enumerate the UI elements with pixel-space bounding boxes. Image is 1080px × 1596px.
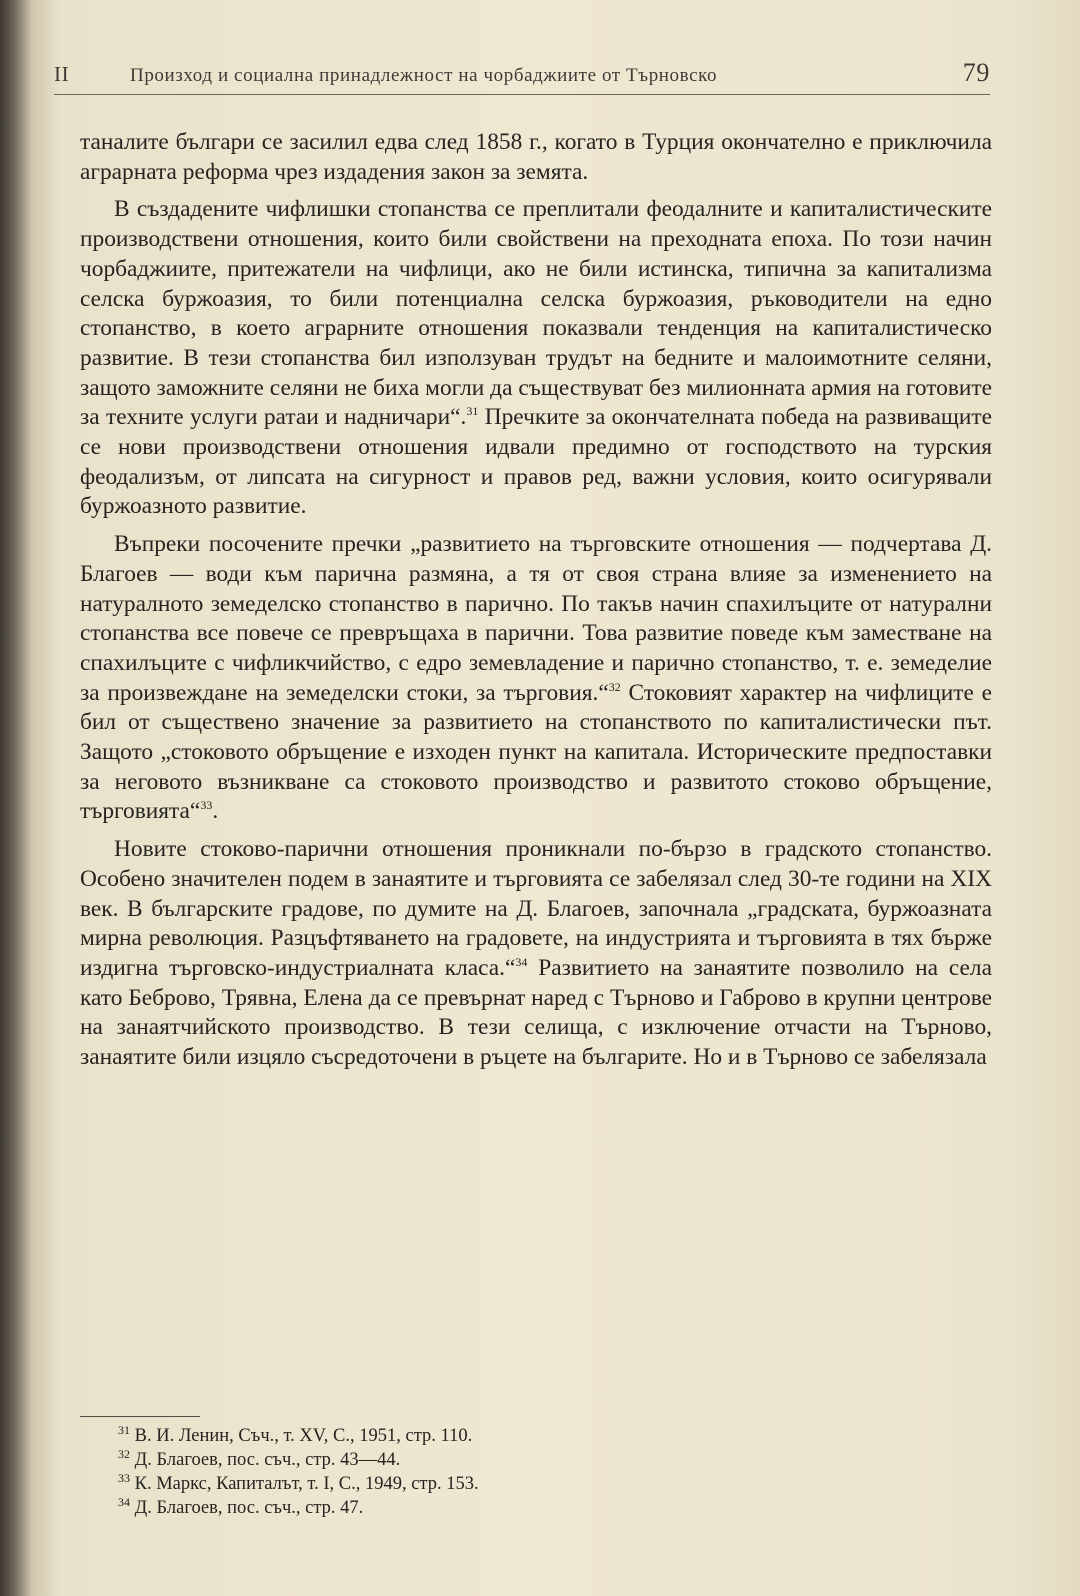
footnote-ref-34: 34 (515, 955, 528, 970)
paragraph-text: В създадените чифлишки стопанства се преплитали феодалните и капиталистическите производствени отношения, които били свойствени на преходната епоха. По този начин чорбаджиите, притежатели на чифлици, ако не били истинска, типична за капитализма селска буржоазия, то били потенциална селска буржоазия, ръководители на едно стопанство, в което аграрните отношения показвали тенденция на капиталистическо развитие. В тези стопанства бил използуван трудът на бедните и малоимотните селяни, защото заможните селяни не биха могли да съществуват без милионната армия на готовите за техните услуги ратаи и надничари“. (80, 196, 992, 431)
chapter-numeral: II (54, 62, 70, 86)
footnote-text: В. И. Ленин, Съч., т. XV, С., 1951, стр. 110. (130, 1426, 473, 1446)
paragraph-text: таналите българи се засилил едва след 1858 г., когато в Турция окончателно е приключила аграрната реформа чрез издадения закон за земята. (80, 129, 992, 185)
footnote-number: 32 (118, 1446, 130, 1461)
footnote-33 (118, 1472, 878, 1496)
paragraph-3 (80, 530, 992, 827)
paragraph-text-continued: Развитието на занаятите позволило на села като Беброво, Трявна, Елена да се превърнат наред с Търново и Габрово в крупни центрове на занаятчийското производство. В тези селища, с изключение отчасти на Търново, занаятите били изцяло съсредоточени в ръцете на българите. Но и в Търново се забелязала (80, 954, 992, 1071)
paragraph-text-continued: Стоковият характер на чифлиците е бил от съществено значение за развитието на стопанството по капиталистически път. Защото „стоковото обръщение е изходен пункт на капитала. Историческите предпоставки за неговото възникване са стоковото производство и развитото стоково обръщение, търговията“ (80, 679, 992, 825)
footnote-32 (118, 1448, 878, 1472)
footnote-text: К. Маркс, Капиталът, т. I, С., 1949, стр. 153. (130, 1474, 479, 1494)
footnote-number: 34 (118, 1494, 130, 1509)
footnote-ref-33: 33 (200, 798, 213, 813)
paragraph-text: Новите стоково-парични отношения проникнали по-бързо в градското стопанство. Особено значителен подем в занаятите и търговията се забелязал след 30-те години на XIX век. В българските градове, по думите на Д. Благоев, започнала „градската, буржоазната мирна революция. Разцъфтяването на градовете, на индустрията и търговията в тях бърже издигна търговско-индустриалната класа.“ (80, 836, 992, 981)
footnote-text: Д. Благоев, пос. съч., стр. 43—44. (130, 1450, 401, 1470)
paragraph-text-end: . (212, 798, 219, 825)
paragraph-1 (80, 128, 992, 187)
footnote-ref-31: 31 (466, 404, 479, 419)
body-text (80, 128, 992, 1081)
footnote-34 (118, 1496, 878, 1520)
footnote-divider (80, 1416, 200, 1417)
footnote-number: 31 (118, 1422, 130, 1437)
footnote-number: 33 (118, 1470, 130, 1485)
footnote-31 (118, 1424, 878, 1448)
footnotes (118, 1424, 878, 1520)
footnote-text: Д. Благоев, пос. съч., стр. 47. (130, 1498, 364, 1518)
paragraph-2 (80, 195, 992, 522)
paragraph-text: Въпреки посочените пречки „развитието на търговските отношения — подчертава Д. Благоев — води към парична размяна, а тя от своя страна влияе за изменението на натуралното земеделско стопанство в парично. По такъв начин спахилъците от натурални стопанства все повече се превръщаха в парични. Това развитие поведе към заместване на спахилъците с чифликчийство, с едро земевладение и парично стопанство, т. е. земеделие за произвеждане на земеделски стоки, за търговия.“ (80, 531, 992, 706)
running-header (54, 58, 990, 95)
paragraph-text-continued: Пречките за окончателната победа на развиващите се нови производствени отношения идвали предимно от господството на турския феодализъм, от липсата на сигурност и правов ред, важни условия, които осигурявали буржоазното развитие. (80, 404, 992, 520)
page-number: 79 (962, 58, 990, 87)
running-title: Произход и социална принадлежност на чорбаджиите от Търновско (130, 65, 718, 86)
footnote-ref-32: 32 (608, 679, 621, 694)
paragraph-4 (80, 835, 992, 1073)
